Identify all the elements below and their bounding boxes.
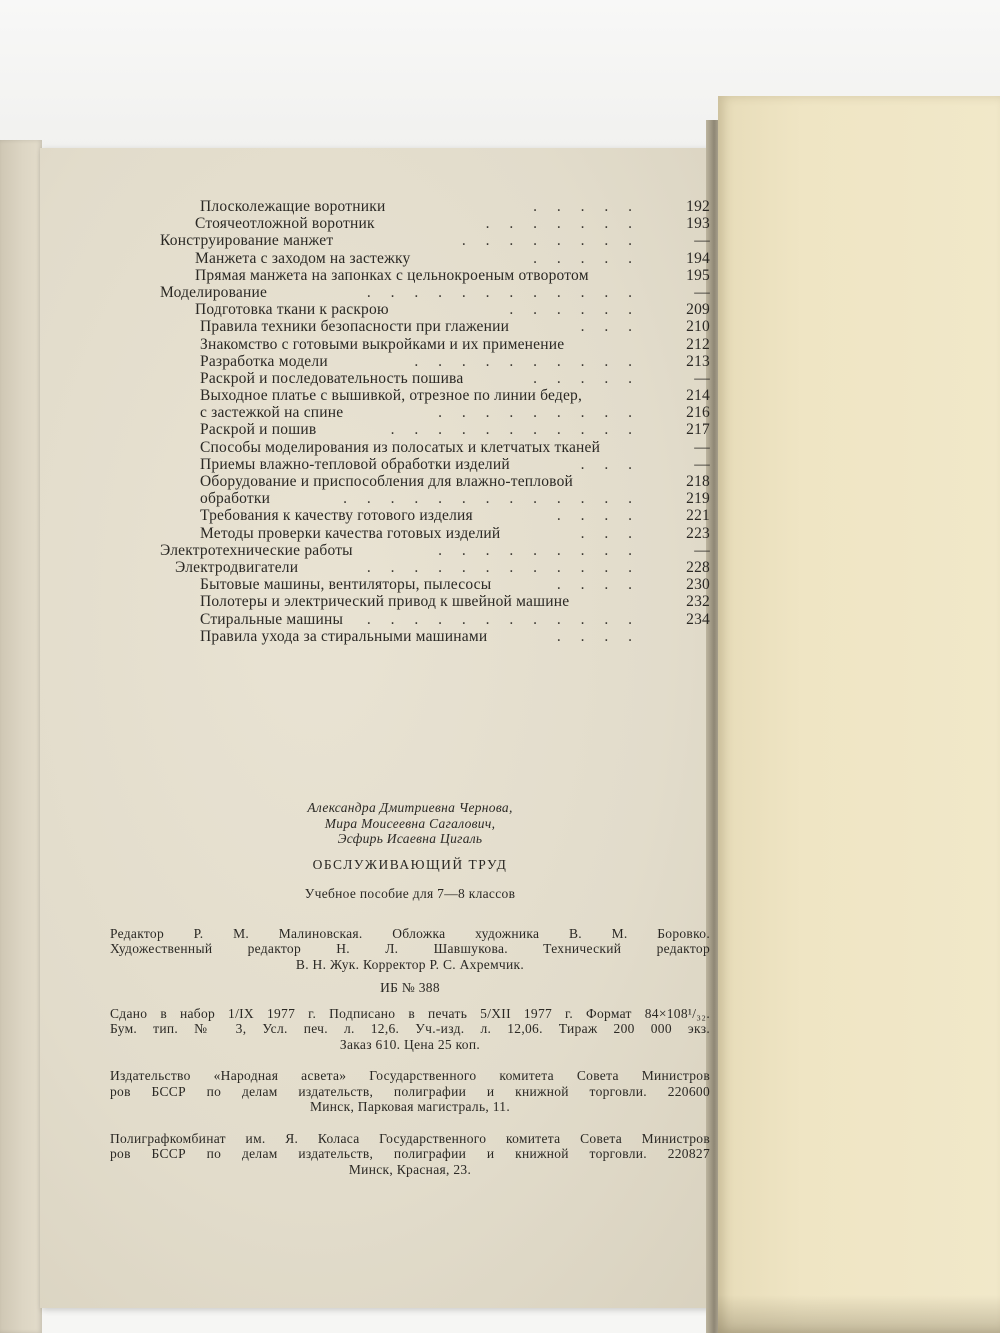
toc-page-number: 217 (686, 421, 710, 439)
right-page-shadow (718, 1295, 1000, 1333)
print-info-line: Сдано в набор 1/IX 1977 г. Подписано в печать 5/XII 1977 г. Формат 84×108¹/₃₂. (110, 1005, 710, 1021)
credits-line: Редактор Р. М. Малиновская. Обложка художника В. М. Боровко. (110, 925, 710, 941)
toc-page-number: 223 (686, 524, 710, 542)
publisher-line: Минск, Парковая магистраль, 11. (309, 1099, 511, 1114)
printer-info (110, 1131, 710, 1178)
toc-entry-title: с застежкой на спине (200, 404, 344, 422)
toc-page-number: 195 (686, 266, 710, 284)
toc-page-number: 212 (686, 335, 710, 353)
toc-entry (150, 250, 710, 267)
toc-entry-title: Манжета с заходом на застежку (195, 249, 411, 267)
toc-leader-dots: . . . . . . . (485, 215, 640, 233)
toc-entry (150, 490, 710, 507)
toc-entry (150, 284, 710, 301)
toc-leader-dots: . . . . . . . . (461, 232, 640, 250)
toc-entry (150, 198, 710, 215)
toc-entry-title: Электротехнические работы (160, 541, 353, 559)
toc-leader-dots: . . . . (556, 627, 640, 645)
toc-page-number: 213 (686, 352, 710, 370)
author-name: Александра Дмитриевна Чернова, (307, 800, 513, 815)
toc-leader-dots: . . . . . . . . . (438, 541, 640, 559)
printer-line: Полиграфкомбинат им. Я. Коласа Государственного комитета Совета Министров (110, 1130, 710, 1146)
publisher-line: ров БССР по делам издательств, полиграфии и книжной торговли. 220600 (110, 1083, 710, 1099)
right-page (718, 96, 1000, 1333)
toc-leader-dots: . . . (580, 318, 640, 336)
toc-page-number: 234 (686, 610, 710, 628)
toc-page-number: — (694, 369, 710, 387)
toc-entry-title: Выходное платье с вышивкой, отрезное по линии бедер, (200, 387, 583, 405)
toc-entry (150, 439, 710, 456)
credits-line: В. Н. Жук. Корректор Р. С. Ахремчик. (295, 956, 525, 972)
toc-page-number: 192 (686, 198, 710, 215)
toc-page-number: 218 (686, 473, 710, 490)
toc-entry (150, 215, 710, 232)
toc-entry (150, 404, 710, 421)
toc-leader-dots: . . . . . . (509, 301, 640, 319)
toc-entry (150, 525, 710, 542)
toc-page-number: — (694, 232, 710, 250)
table-of-contents (150, 198, 710, 645)
toc-entry (150, 232, 710, 249)
toc-page-number: 214 (686, 387, 710, 405)
print-info-line: Бум. тип. № 3, Усл. печ. л. 12,6. Уч.-изд. л. 12,06. Тираж 200 000 экз. (110, 1021, 710, 1036)
publisher-line: Издательство «Народная асвета» Государственного комитета Совета Министров (110, 1068, 710, 1083)
toc-entry-title: Стоячеотложной воротник (195, 215, 375, 233)
book-cover-edge (0, 140, 42, 1333)
toc-entry-title: Стиральные машины (200, 610, 344, 628)
toc-page-number: 219 (686, 490, 710, 508)
toc-entry (150, 421, 710, 438)
toc-entry-title: Электродвигатели (175, 558, 299, 576)
toc-leader-dots: . . . . . . . . . . . . . (343, 490, 640, 508)
publisher-info (110, 1068, 710, 1115)
book-title: ОБСЛУЖИВАЮЩИЙ ТРУД (312, 856, 508, 872)
toc-entry-title: Плосколежащие воротники (200, 198, 386, 215)
toc-entry-title: Требования к качеству готового изделия (200, 507, 473, 525)
toc-leader-dots: . . . . (556, 507, 640, 525)
toc-entry-title: Подготовка ткани к раскрою (195, 301, 389, 319)
toc-leader-dots: . . . (580, 455, 640, 473)
toc-entry (150, 301, 710, 318)
toc-entry (150, 507, 710, 524)
toc-leader-dots: . . . . . . . . . (438, 404, 640, 422)
toc-entry (150, 370, 710, 387)
toc-entry-title: Знакомство с готовыми выкройками и их применение (200, 335, 565, 353)
toc-entry-title: Раскрой и последовательность пошива (200, 369, 464, 387)
toc-page-number: — (694, 541, 710, 559)
toc-page-number: 193 (686, 215, 710, 233)
toc-entry (150, 542, 710, 559)
toc-page-number: 232 (686, 593, 710, 611)
toc-page-number: — (694, 283, 710, 301)
toc-entry-title: Правила ухода за стиральными машинами (200, 627, 488, 645)
book-subtitle: Учебное пособие для 7—8 классов (304, 886, 516, 901)
toc-entry (150, 628, 710, 645)
credits-line: Художественный редактор Н. Л. Шавшукова. Технический редактор (110, 941, 710, 956)
toc-entry-title: Полотеры и электрический привод к швейной машине (200, 593, 570, 611)
ib-number: ИБ № 388 (380, 980, 440, 995)
toc-leader-dots: . . . . . . . . . . . . (366, 610, 640, 628)
toc-page-number: 210 (686, 318, 710, 336)
toc-entry (150, 267, 710, 284)
toc-entry-title: обработки (200, 490, 271, 508)
toc-entry (150, 353, 710, 370)
toc-entry-title: Методы проверки качества готовых изделий (200, 524, 501, 542)
author-name: Эсфирь Исаевна Цигаль (337, 831, 483, 846)
toc-entry (150, 336, 710, 353)
toc-leader-dots: . . . . (556, 576, 640, 594)
toc-page-number: 216 (686, 404, 710, 422)
toc-entry-title: Прямая манжета на запонках с цельнокроеным отворотом (195, 266, 589, 284)
editors-credits (110, 926, 710, 973)
toc-entry-title: Раскрой и пошив (200, 421, 317, 439)
toc-entry (150, 593, 710, 610)
toc-entry (150, 576, 710, 593)
toc-entry-title: Конструирование манжет (160, 232, 334, 250)
toc-entry (150, 473, 710, 490)
toc-leader-dots: . . . . . (533, 369, 640, 387)
toc-leader-dots: . . . . . . . . . . (414, 352, 640, 370)
author-name: Мира Моисеевна Сагалович, (324, 815, 496, 831)
toc-entry (150, 318, 710, 335)
toc-entry-title: Разработка модели (200, 352, 328, 370)
toc-entry (150, 387, 710, 404)
toc-entry-title: Моделирование (160, 283, 268, 301)
toc-page-number: 209 (686, 301, 710, 319)
toc-entry-title: Правила техники безопасности при глажении (200, 318, 510, 336)
printer-line: ров БССР по делам издательств, полиграфии и книжной торговли. 220827 (110, 1146, 710, 1161)
toc-page-number: 221 (686, 507, 710, 525)
toc-leader-dots: . . . . . . . . . . . . (366, 558, 640, 576)
toc-entry (150, 559, 710, 576)
imprint-block (110, 800, 730, 1177)
toc-entry (150, 456, 710, 473)
toc-leader-dots: . . . (580, 524, 640, 542)
print-info-line: Заказ 610. Цена 25 коп. (339, 1036, 481, 1052)
toc-leader-dots: . . . . . . . . . . . (390, 421, 640, 439)
toc-entry-title: Приемы влажно-тепловой обработки изделий (200, 455, 510, 473)
toc-leader-dots: . . . . . (533, 198, 640, 215)
toc-entry-title: Бытовые машины, вентиляторы, пылесосы (200, 576, 492, 594)
printer-line: Минск, Красная, 23. (348, 1161, 472, 1177)
author-list (200, 800, 620, 847)
toc-leader-dots: . . . . . (533, 249, 640, 267)
toc-entry-title: Оборудование и приспособления для влажно-тепловой (200, 473, 574, 490)
toc-entry-title: Способы моделирования из полосатых и клетчатых тканей (200, 438, 601, 456)
toc-page-number: — (694, 438, 710, 456)
toc-page-number: 230 (686, 576, 710, 594)
toc-page-number: 228 (686, 558, 710, 576)
print-info (110, 1006, 710, 1053)
toc-leader-dots: . . . . . . . . . . . . (366, 283, 640, 301)
toc-page-number: — (694, 455, 710, 473)
toc-entry (150, 611, 710, 628)
toc-page-number: 194 (686, 249, 710, 267)
